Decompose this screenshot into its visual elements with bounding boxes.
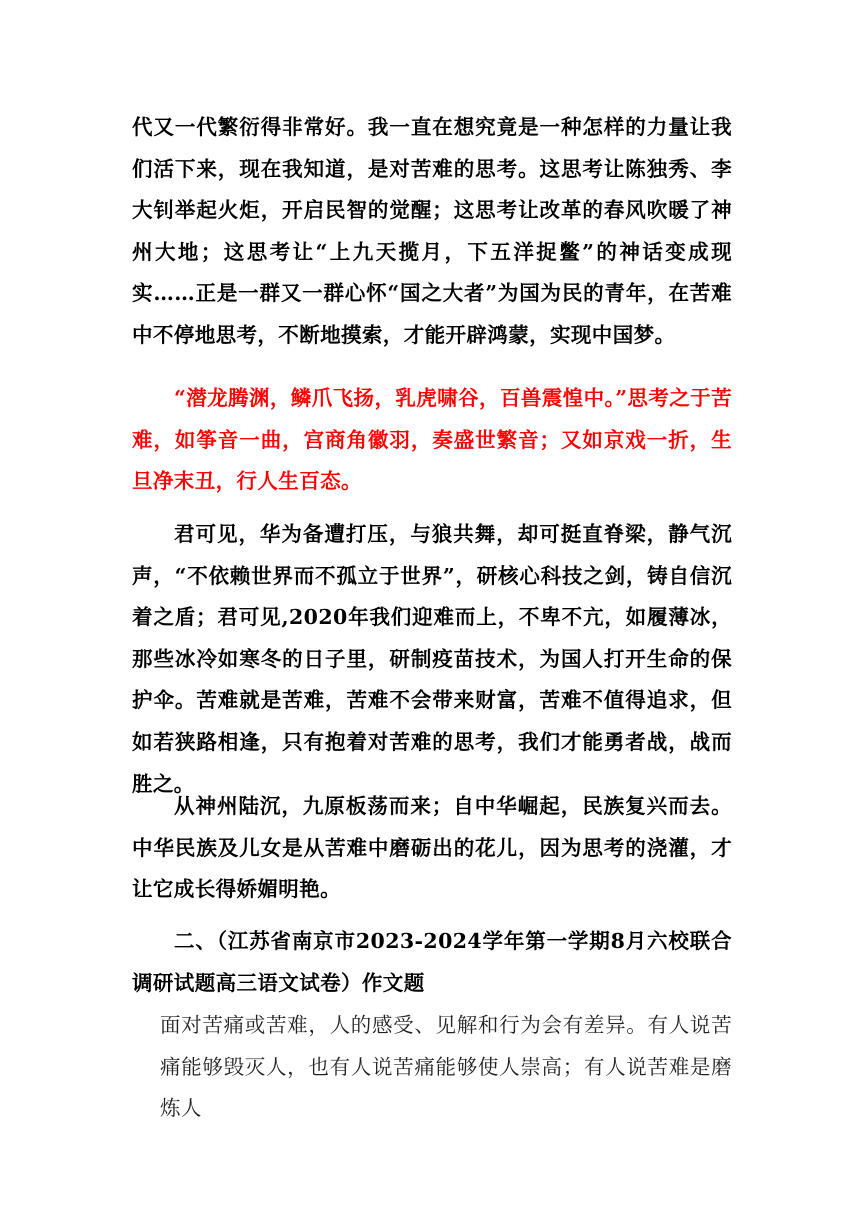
essay-prompt-paragraph: 面对苦痛或苦难，人的感受、见解和行为会有差异。有人说苦痛能够毁灭人，也有人说苦痛能够使人崇高；有人说苦难是磨炼人 xyxy=(160,1013,732,1121)
highlighted-quote-paragraph: “潜龙腾渊，鳞爪飞扬，乳虎啸谷，百兽震惶中。”思考之于苦难，如筝音一曲，宫商角徽羽，奏盛世繁音；又如京戏一折，生旦净末丑，行人生百态。 xyxy=(132,386,732,494)
body-paragraph-thinking-on-hardship: 代又一代繁衍得非常好。我一直在想究竟是一种怎样的力量让我们活下来，现在我知道，是对苦难的思考。这思考让陈独秀、李大钊举起火炬，开启民智的觉醒；这思考让改革的春风吹暖了神州大地；这思考让“上九天揽月，下五洋捉鳖”的神话变成现实……正是一群又一群心怀“国之大者”为国为民的青年，在苦难中不停地思考，不断地摸索，才能开辟鸿蒙，实现中国梦。 xyxy=(132,115,732,347)
section-heading-essay-question: 二、（江苏省南京市2023-2024学年第一学期8月六校联合调研试题高三语文试卷）作文题 xyxy=(132,929,732,995)
body-paragraph-conclusion: 从神州陆沉，九原板荡而来；自中华崛起，民族复兴而去。中华民族及儿女是从苦难中磨砺出的花儿，因为思考的浇灌，才让它成长得娇媚明艳。 xyxy=(132,794,732,902)
body-paragraph-huawei-example: 君可见，华为备遭打压，与狼共舞，却可挺直脊梁，静气沉声，“不依赖世界而不孤立于世界”，研核心科技之剑，铸自信沉着之盾；君可见,2020年我们迎难而上，不卑不亢，如履薄冰，那些冰冷如寒冬的日子里，研制疫苗技术，为国人打开生命的保护伞。苦难就是苦难，苦难不会带来财富，苦难不值得追求，但如若狭路相逢，只有抱着对苦难的思考，我们才能勇者战，战而胜之。 xyxy=(132,522,732,796)
